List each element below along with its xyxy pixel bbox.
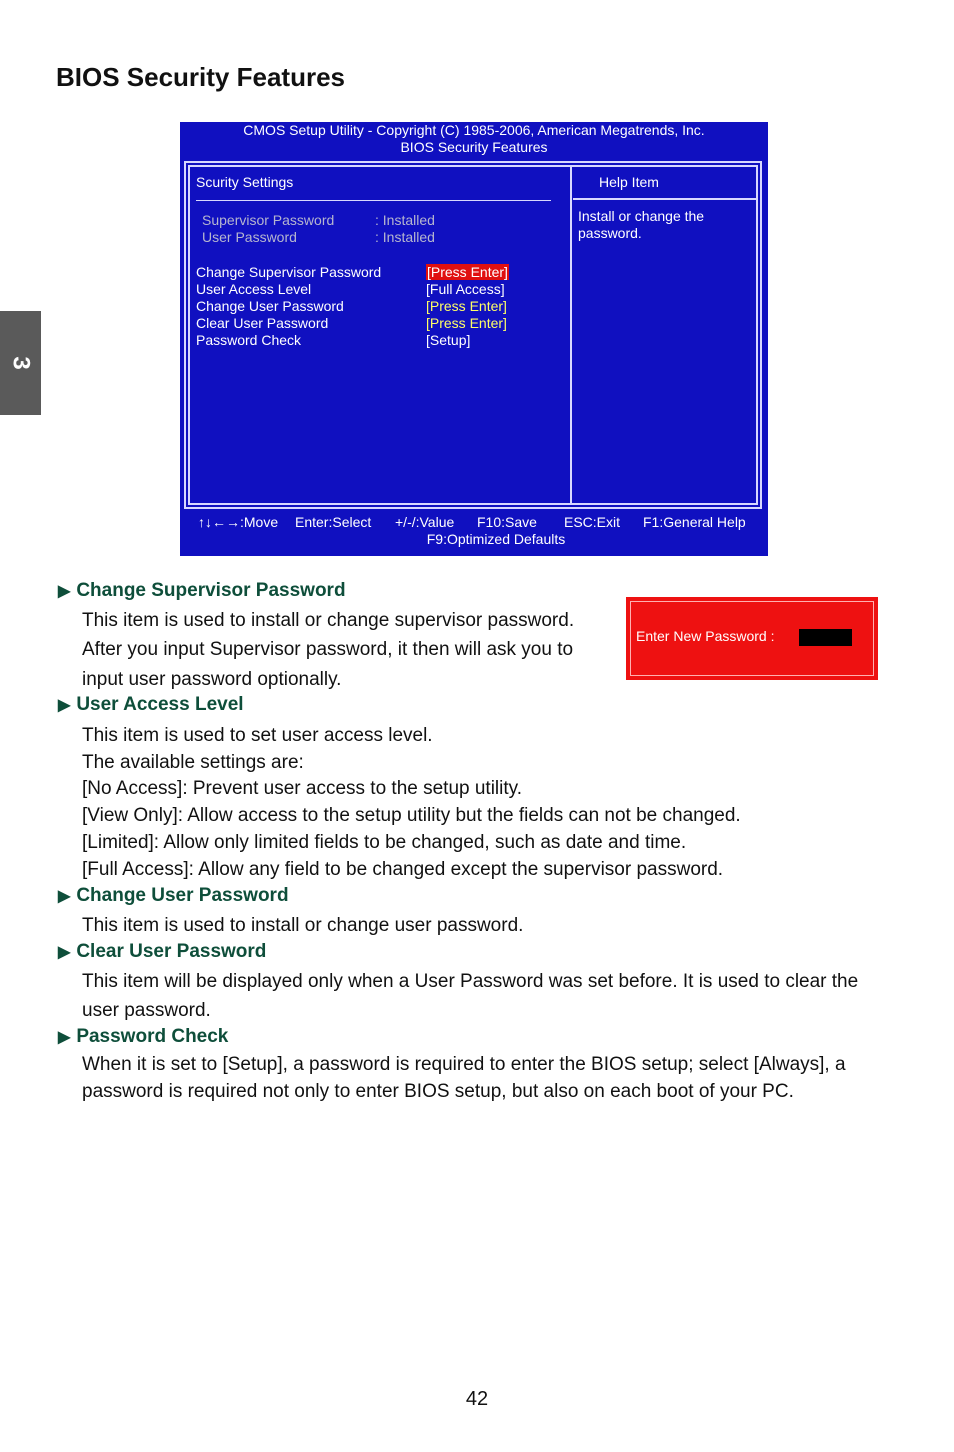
paragraph-line: [View Only]: Allow access to the setup utility but the fields can not be changed. (82, 805, 741, 826)
footer-help: F1:General Help (643, 514, 746, 530)
paragraph-line: password is required not only to enter BIOS setup, but also on each boot of your PC. (82, 1081, 794, 1102)
supervisor-password-status (202, 212, 435, 228)
paragraph-line: This item is used to install or change supervisor password. (82, 610, 575, 631)
heading-change-supervisor-password (58, 580, 346, 602)
bios-header (180, 122, 768, 156)
help-title: Help Item (599, 174, 659, 190)
bios-copyright: CMOS Setup Utility - Copyright (C) 1985-2006, American Megatrends, Inc. (243, 122, 705, 138)
option-value[interactable]: [Press Enter] (426, 315, 507, 331)
panel-divider (570, 167, 572, 503)
triangle-right-icon: ▶ (58, 583, 71, 600)
help-text: Install or change the password. (578, 208, 705, 241)
user-password-status (202, 229, 435, 245)
info-value: : Installed (375, 229, 435, 245)
paragraph-line: When it is set to [Setup], a password is required to enter the BIOS setup; select [Always], a (82, 1054, 846, 1075)
section-heading: Change Supervisor Password (76, 580, 346, 601)
triangle-right-icon: ▶ (58, 944, 71, 961)
option-clear-user-password[interactable] (196, 315, 507, 331)
footer-move: ↑↓←→:Move (198, 514, 279, 530)
heading-password-check (58, 1026, 228, 1048)
option-label: Password Check (196, 332, 302, 348)
paragraph-line: This item will be displayed only when a User Password was set before. It is used to clear the (82, 971, 859, 992)
footer-value: +/-/:Value (395, 514, 455, 530)
new-password-dialog (626, 597, 878, 680)
info-label: Supervisor Password (202, 212, 335, 228)
option-label: Change Supervisor Password (196, 264, 382, 280)
help-header (573, 167, 756, 200)
footer-select: Enter:Select (295, 514, 372, 530)
left-divider (196, 200, 551, 201)
bios-frame (184, 161, 762, 509)
option-value[interactable]: [Full Access] (426, 281, 505, 297)
footer-save: F10:Save (477, 514, 537, 530)
option-user-access-level[interactable] (196, 281, 505, 297)
info-label: User Password (202, 229, 297, 245)
footer-exit: ESC:Exit (564, 514, 621, 530)
paragraph-line: After you input Supervisor password, it then will ask you to (82, 639, 574, 660)
page-number: 42 (465, 1388, 489, 1410)
chapter-tab (0, 311, 41, 415)
section-heading: Password Check (76, 1026, 229, 1047)
option-change-user-password[interactable] (196, 298, 507, 314)
option-label: Change User Password (196, 298, 344, 314)
paragraph-line: input user password optionally. (82, 669, 342, 690)
heading-user-access-level (58, 694, 244, 716)
paragraph-line: [Limited]: Allow only limited fields to be changed, such as date and time. (82, 832, 687, 853)
chapter-number: 3 (7, 356, 35, 370)
triangle-right-icon: ▶ (58, 697, 71, 714)
paragraph-line: This item is used to install or change user password. (82, 915, 524, 936)
option-label: Clear User Password (196, 315, 329, 331)
heading-clear-user-password (58, 941, 266, 963)
new-password-input[interactable] (799, 629, 852, 646)
triangle-right-icon: ▶ (58, 888, 71, 905)
option-change-supervisor-password[interactable] (196, 264, 508, 280)
bios-screen-title: BIOS Security Features (400, 139, 548, 155)
option-value[interactable]: [Press Enter] (427, 264, 508, 280)
section-heading: Clear User Password (76, 941, 267, 962)
bios-screen (180, 122, 768, 556)
paragraph-line: The available settings are: (82, 752, 304, 773)
paragraph-line: [No Access]: Prevent user access to the setup utility. (82, 778, 523, 799)
paragraph-line: [Full Access]: Allow any field to be changed except the supervisor password. (82, 859, 724, 880)
option-label: User Access Level (196, 281, 312, 297)
section-heading: Change User Password (76, 885, 289, 906)
bios-inner-frame (188, 165, 758, 505)
new-password-label: Enter New Password : (636, 628, 775, 644)
bios-footer (180, 514, 768, 548)
option-value[interactable]: [Press Enter] (426, 298, 507, 314)
security-settings-title: Scurity Settings (196, 174, 294, 190)
paragraph-line: This item is used to set user access level. (82, 725, 433, 746)
option-password-check[interactable] (196, 332, 471, 348)
paragraph-line: user password. (82, 1000, 211, 1021)
triangle-right-icon: ▶ (58, 1029, 71, 1046)
section-heading: User Access Level (76, 694, 244, 715)
footer-defaults: F9:Optimized Defaults (426, 531, 566, 547)
info-value: : Installed (375, 212, 435, 228)
page-title: BIOS Security Features (56, 62, 345, 92)
option-value[interactable]: [Setup] (426, 332, 471, 348)
heading-change-user-password (58, 885, 289, 907)
